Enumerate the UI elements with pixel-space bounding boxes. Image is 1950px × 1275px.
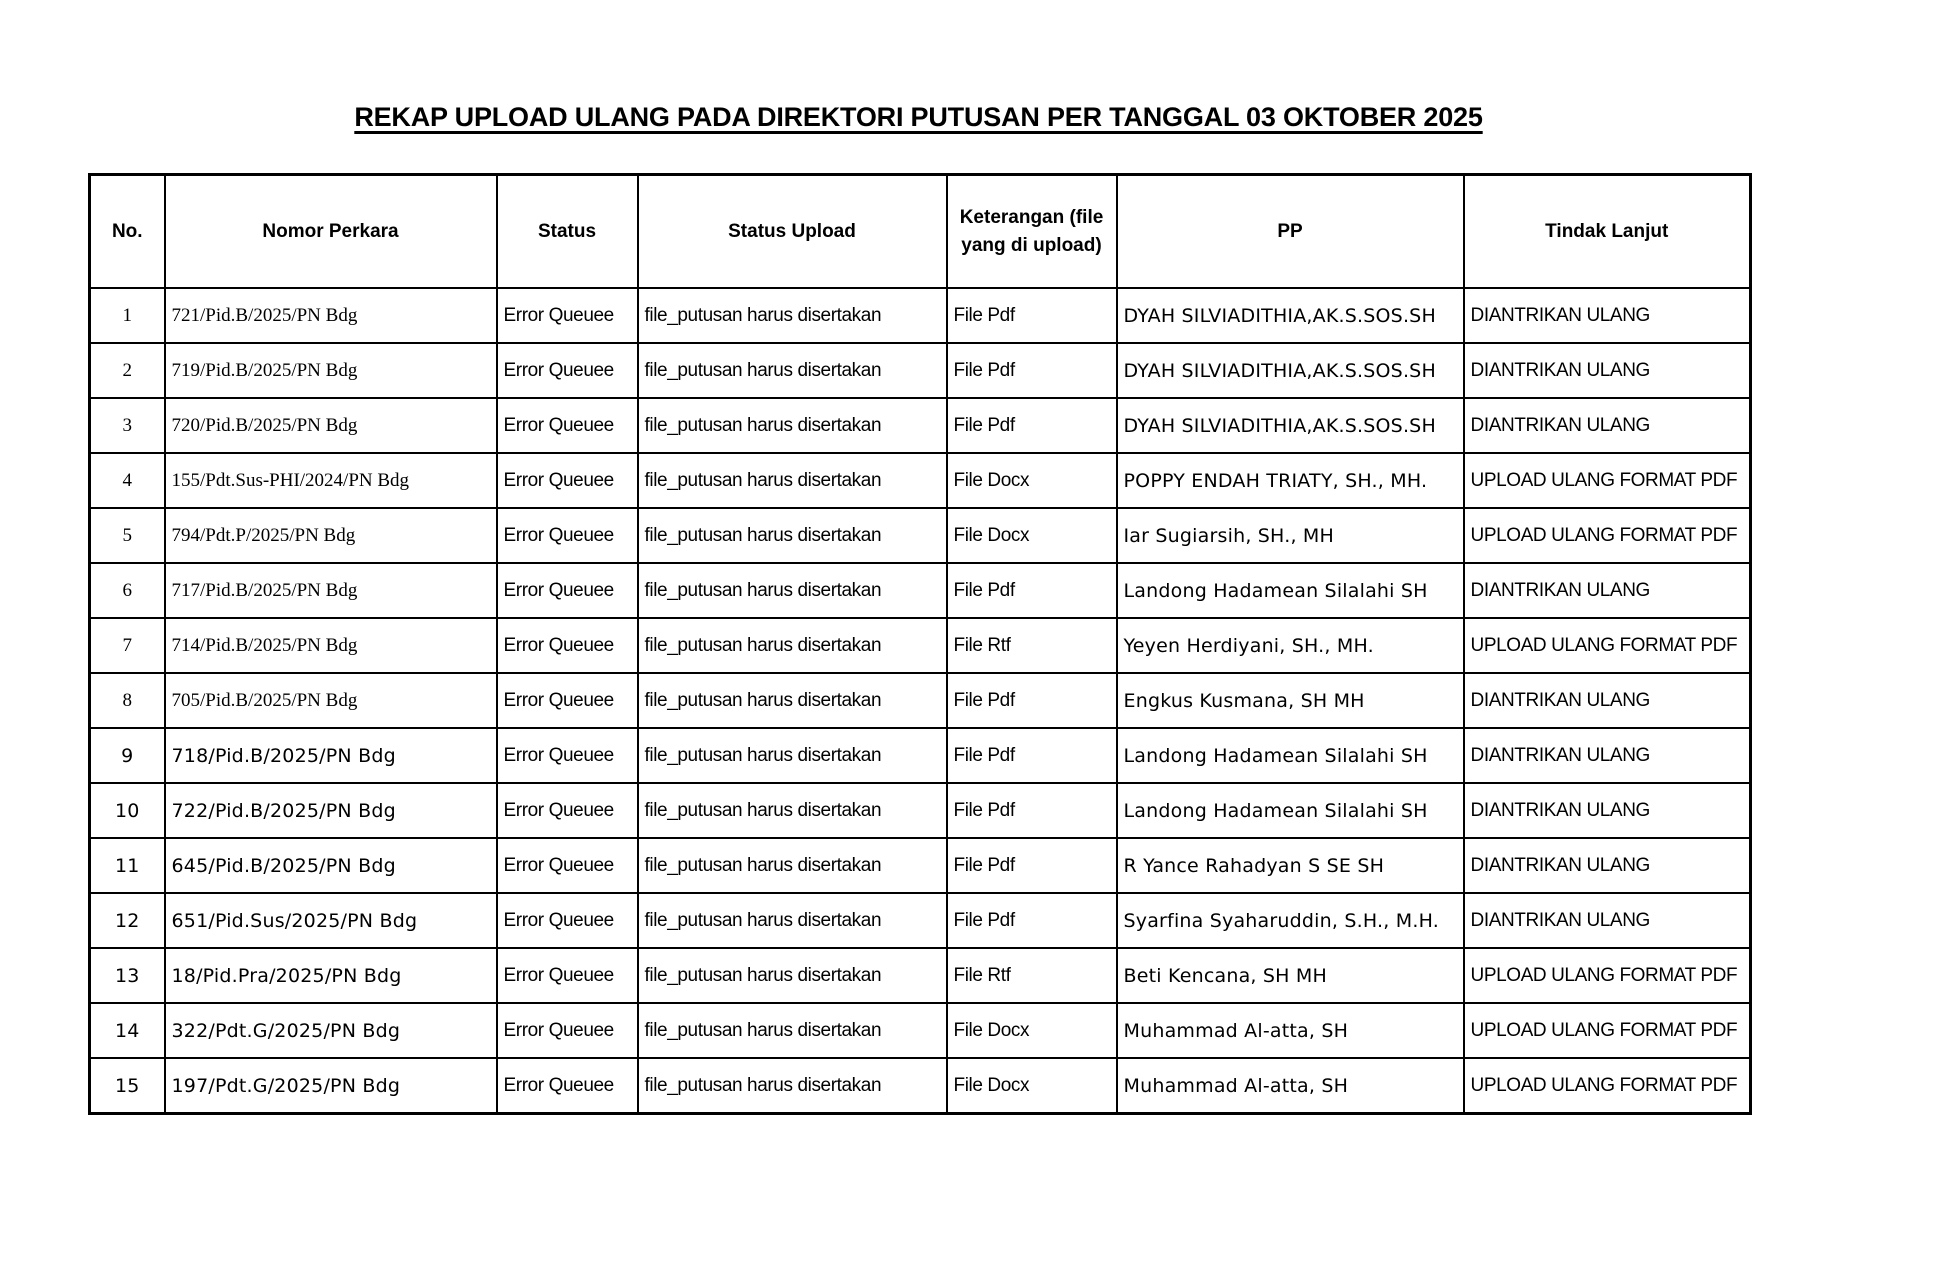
cell-status: Error Queuee xyxy=(497,1003,638,1058)
cell-no: 14 xyxy=(90,1003,165,1058)
table-row xyxy=(90,1003,1751,1058)
cell-status: Error Queuee xyxy=(497,783,638,838)
table-row xyxy=(90,398,1751,453)
cell-status: Error Queuee xyxy=(497,838,638,893)
table-header-row xyxy=(90,175,1751,289)
cell-nomor-perkara: 714/Pid.B/2025/PN Bdg xyxy=(165,618,497,673)
cell-status-upload: file_putusan harus disertakan xyxy=(638,728,947,783)
cell-no: 12 xyxy=(90,893,165,948)
cell-no: 1 xyxy=(90,288,165,343)
cell-no: 13 xyxy=(90,948,165,1003)
cell-nomor-perkara: 721/Pid.B/2025/PN Bdg xyxy=(165,288,497,343)
cell-status: Error Queuee xyxy=(497,673,638,728)
cell-pp: Landong Hadamean Silalahi SH xyxy=(1117,783,1464,838)
cell-status: Error Queuee xyxy=(497,893,638,948)
cell-nomor-perkara: 794/Pdt.P/2025/PN Bdg xyxy=(165,508,497,563)
cell-status-upload: file_putusan harus disertakan xyxy=(638,948,947,1003)
cell-status-upload: file_putusan harus disertakan xyxy=(638,1003,947,1058)
cell-pp: Beti Kencana, SH MH xyxy=(1117,948,1464,1003)
page-title: REKAP UPLOAD ULANG PADA DIREKTORI PUTUSAN PER TANGGAL 03 OKTOBER 2025 xyxy=(354,102,1483,132)
cell-nomor-perkara: 718/Pid.B/2025/PN Bdg xyxy=(165,728,497,783)
cell-nomor-perkara: 155/Pdt.Sus-PHI/2024/PN Bdg xyxy=(165,453,497,508)
table-row xyxy=(90,783,1751,838)
cell-status: Error Queuee xyxy=(497,453,638,508)
cell-pp: Muhammad Al-atta, SH xyxy=(1117,1058,1464,1114)
table-row xyxy=(90,728,1751,783)
cell-tindak-lanjut: DIANTRIKAN ULANG xyxy=(1464,673,1751,728)
cell-status-upload: file_putusan harus disertakan xyxy=(638,618,947,673)
cell-status: Error Queuee xyxy=(497,508,638,563)
cell-no: 3 xyxy=(90,398,165,453)
table-row xyxy=(90,1058,1751,1114)
cell-status: Error Queuee xyxy=(497,728,638,783)
cell-status: Error Queuee xyxy=(497,618,638,673)
cell-status-upload: file_putusan harus disertakan xyxy=(638,563,947,618)
cell-nomor-perkara: 18/Pid.Pra/2025/PN Bdg xyxy=(165,948,497,1003)
cell-tindak-lanjut: UPLOAD ULANG FORMAT PDF xyxy=(1464,948,1751,1003)
cell-no: 6 xyxy=(90,563,165,618)
cell-tindak-lanjut: DIANTRIKAN ULANG xyxy=(1464,563,1751,618)
cell-keterangan: File Pdf xyxy=(947,893,1117,948)
cell-keterangan: File Pdf xyxy=(947,288,1117,343)
cell-status-upload: file_putusan harus disertakan xyxy=(638,508,947,563)
cell-pp: Landong Hadamean Silalahi SH xyxy=(1117,728,1464,783)
cell-no: 15 xyxy=(90,1058,165,1114)
cell-tindak-lanjut: DIANTRIKAN ULANG xyxy=(1464,893,1751,948)
cell-keterangan: File Pdf xyxy=(947,673,1117,728)
cell-keterangan: File Docx xyxy=(947,1003,1117,1058)
cell-no: 8 xyxy=(90,673,165,728)
header-cell-no: No. xyxy=(90,175,165,289)
cell-pp: Syarfina Syaharuddin, S.H., M.H. xyxy=(1117,893,1464,948)
table-row xyxy=(90,288,1751,343)
cell-nomor-perkara: 719/Pid.B/2025/PN Bdg xyxy=(165,343,497,398)
cell-tindak-lanjut: UPLOAD ULANG FORMAT PDF xyxy=(1464,618,1751,673)
cell-pp: Muhammad Al-atta, SH xyxy=(1117,1003,1464,1058)
cell-status-upload: file_putusan harus disertakan xyxy=(638,893,947,948)
header-cell-status-upload: Status Upload xyxy=(638,175,947,289)
table-row xyxy=(90,453,1751,508)
cell-keterangan: File Docx xyxy=(947,1058,1117,1114)
cell-nomor-perkara: 645/Pid.B/2025/PN Bdg xyxy=(165,838,497,893)
cell-nomor-perkara: 197/Pdt.G/2025/PN Bdg xyxy=(165,1058,497,1114)
cell-pp: Engkus Kusmana, SH MH xyxy=(1117,673,1464,728)
recap-upload-table xyxy=(88,173,1752,1115)
cell-keterangan: File Pdf xyxy=(947,343,1117,398)
cell-status-upload: file_putusan harus disertakan xyxy=(638,783,947,838)
cell-no: 9 xyxy=(90,728,165,783)
cell-keterangan: File Rtf xyxy=(947,618,1117,673)
cell-nomor-perkara: 651/Pid.Sus/2025/PN Bdg xyxy=(165,893,497,948)
cell-tindak-lanjut: DIANTRIKAN ULANG xyxy=(1464,398,1751,453)
table-row xyxy=(90,838,1751,893)
cell-no: 11 xyxy=(90,838,165,893)
cell-status-upload: file_putusan harus disertakan xyxy=(638,1058,947,1114)
cell-tindak-lanjut: DIANTRIKAN ULANG xyxy=(1464,343,1751,398)
cell-keterangan: File Docx xyxy=(947,508,1117,563)
cell-tindak-lanjut: UPLOAD ULANG FORMAT PDF xyxy=(1464,1058,1751,1114)
cell-tindak-lanjut: UPLOAD ULANG FORMAT PDF xyxy=(1464,508,1751,563)
cell-status-upload: file_putusan harus disertakan xyxy=(638,453,947,508)
cell-keterangan: File Pdf xyxy=(947,838,1117,893)
table-row xyxy=(90,893,1751,948)
cell-status: Error Queuee xyxy=(497,398,638,453)
cell-keterangan: File Docx xyxy=(947,453,1117,508)
cell-status-upload: file_putusan harus disertakan xyxy=(638,838,947,893)
cell-pp: Iar Sugiarsih, SH., MH xyxy=(1117,508,1464,563)
cell-status: Error Queuee xyxy=(497,1058,638,1114)
cell-no: 7 xyxy=(90,618,165,673)
table-row xyxy=(90,563,1751,618)
cell-keterangan: File Pdf xyxy=(947,783,1117,838)
cell-tindak-lanjut: DIANTRIKAN ULANG xyxy=(1464,728,1751,783)
cell-keterangan: File Pdf xyxy=(947,728,1117,783)
table-header xyxy=(90,175,1751,289)
table-row xyxy=(90,673,1751,728)
header-cell-keterangan: Keterangan (file yang di upload) xyxy=(947,175,1117,289)
cell-status-upload: file_putusan harus disertakan xyxy=(638,398,947,453)
table-row xyxy=(90,948,1751,1003)
cell-keterangan: File Rtf xyxy=(947,948,1117,1003)
cell-pp: Yeyen Herdiyani, SH., MH. xyxy=(1117,618,1464,673)
cell-tindak-lanjut: UPLOAD ULANG FORMAT PDF xyxy=(1464,1003,1751,1058)
cell-keterangan: File Pdf xyxy=(947,398,1117,453)
header-cell-nomor-perkara: Nomor Perkara xyxy=(165,175,497,289)
cell-status: Error Queuee xyxy=(497,343,638,398)
cell-nomor-perkara: 322/Pdt.G/2025/PN Bdg xyxy=(165,1003,497,1058)
table-row xyxy=(90,508,1751,563)
cell-status: Error Queuee xyxy=(497,288,638,343)
cell-status: Error Queuee xyxy=(497,563,638,618)
table-row xyxy=(90,618,1751,673)
header-cell-status: Status xyxy=(497,175,638,289)
cell-pp: R Yance Rahadyan S SE SH xyxy=(1117,838,1464,893)
cell-pp: DYAH SILVIADITHIA,AK.S.SOS.SH xyxy=(1117,343,1464,398)
cell-nomor-perkara: 720/Pid.B/2025/PN Bdg xyxy=(165,398,497,453)
cell-nomor-perkara: 705/Pid.B/2025/PN Bdg xyxy=(165,673,497,728)
cell-tindak-lanjut: UPLOAD ULANG FORMAT PDF xyxy=(1464,453,1751,508)
cell-pp: DYAH SILVIADITHIA,AK.S.SOS.SH xyxy=(1117,398,1464,453)
cell-status-upload: file_putusan harus disertakan xyxy=(638,288,947,343)
cell-tindak-lanjut: DIANTRIKAN ULANG xyxy=(1464,783,1751,838)
cell-pp: POPPY ENDAH TRIATY, SH., MH. xyxy=(1117,453,1464,508)
cell-no: 5 xyxy=(90,508,165,563)
cell-nomor-perkara: 722/Pid.B/2025/PN Bdg xyxy=(165,783,497,838)
cell-no: 10 xyxy=(90,783,165,838)
cell-tindak-lanjut: DIANTRIKAN ULANG xyxy=(1464,838,1751,893)
cell-nomor-perkara: 717/Pid.B/2025/PN Bdg xyxy=(165,563,497,618)
header-cell-tindak-lanjut: Tindak Lanjut xyxy=(1464,175,1751,289)
cell-no: 4 xyxy=(90,453,165,508)
cell-pp: Landong Hadamean Silalahi SH xyxy=(1117,563,1464,618)
cell-status-upload: file_putusan harus disertakan xyxy=(638,673,947,728)
cell-status-upload: file_putusan harus disertakan xyxy=(638,343,947,398)
table-body xyxy=(90,288,1751,1114)
cell-tindak-lanjut: DIANTRIKAN ULANG xyxy=(1464,288,1751,343)
table-row xyxy=(90,343,1751,398)
header-cell-pp: PP xyxy=(1117,175,1464,289)
cell-keterangan: File Pdf xyxy=(947,563,1117,618)
cell-pp: DYAH SILVIADITHIA,AK.S.SOS.SH xyxy=(1117,288,1464,343)
cell-status: Error Queuee xyxy=(497,948,638,1003)
cell-no: 2 xyxy=(90,343,165,398)
